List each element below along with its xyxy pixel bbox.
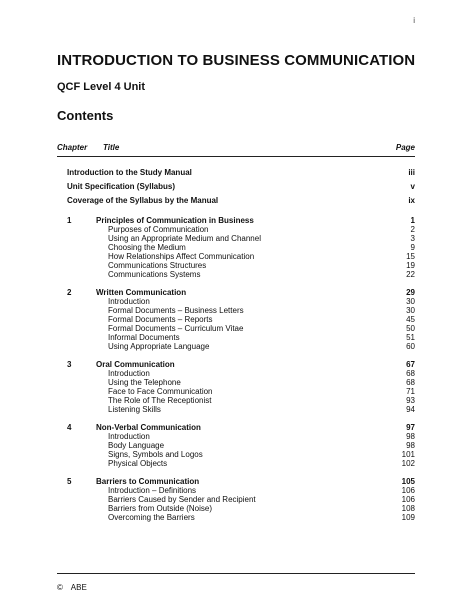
section-row[interactable] <box>57 378 415 387</box>
document-subtitle: QCF Level 4 Unit <box>57 81 146 93</box>
front-matter-item[interactable] <box>57 168 415 182</box>
section-row[interactable] <box>57 450 415 459</box>
section-title: Formal Documents – Curriculum Vitae <box>108 324 244 333</box>
chapter-title: Barriers to Communication <box>96 477 200 486</box>
chapter-heading-row[interactable] <box>57 288 415 297</box>
section-page: 106 <box>401 486 415 495</box>
contents-heading: Contents <box>57 108 114 123</box>
toc-header-divider <box>57 156 415 157</box>
section-title: Purposes of Communication <box>108 225 209 234</box>
chapter-number: 1 <box>67 216 72 225</box>
footer-divider <box>57 573 415 574</box>
section-title: Listening Skills <box>108 405 161 414</box>
section-page: 68 <box>406 378 415 387</box>
section-row[interactable] <box>57 234 415 243</box>
section-row[interactable] <box>57 486 415 495</box>
toc-header <box>57 143 415 154</box>
section-row[interactable] <box>57 297 415 306</box>
section-page: 22 <box>406 270 415 279</box>
section-title: Barriers Caused by Sender and Recipient <box>108 495 256 504</box>
chapter-title: Written Communication <box>96 288 187 297</box>
table-of-contents <box>57 143 415 522</box>
chapter-block <box>57 288 415 351</box>
section-row[interactable] <box>57 504 415 513</box>
section-page: 50 <box>406 324 415 333</box>
chapter-block <box>57 216 415 279</box>
front-matter-item[interactable] <box>57 196 415 210</box>
section-page: 51 <box>406 333 415 342</box>
page-number-roman: i <box>413 16 415 25</box>
section-page: 15 <box>406 252 415 261</box>
section-title: Physical Objects <box>108 459 168 468</box>
section-title: Signs, Symbols and Logos <box>108 450 203 459</box>
section-title: The Role of The Receptionist <box>108 396 212 405</box>
section-title: Communications Structures <box>108 261 207 270</box>
section-title: Formal Documents – Reports <box>108 315 213 324</box>
chapter-title: Non-Verbal Communication <box>96 423 201 432</box>
chapter-heading-row[interactable] <box>57 360 415 369</box>
section-page: 19 <box>406 261 415 270</box>
section-row[interactable] <box>57 243 415 252</box>
chapter-number: 5 <box>67 477 72 486</box>
section-row[interactable] <box>57 315 415 324</box>
section-title: Introduction <box>108 369 150 378</box>
section-title: Face to Face Communication <box>108 387 213 396</box>
section-page: 108 <box>401 504 415 513</box>
chapter-title: Principles of Communication in Business <box>96 216 254 225</box>
front-matter-list <box>57 168 415 210</box>
section-row[interactable] <box>57 270 415 279</box>
section-title: Body Language <box>108 441 165 450</box>
section-title: Informal Documents <box>108 333 180 342</box>
toc-header-title: Title <box>103 143 120 152</box>
section-page: 68 <box>406 369 415 378</box>
section-page: 45 <box>406 315 415 324</box>
copyright-icon: © <box>57 583 63 592</box>
chapter-heading-row[interactable] <box>57 216 415 225</box>
section-row[interactable] <box>57 261 415 270</box>
section-title: Using an Appropriate Medium and Channel <box>108 234 261 243</box>
document-title: INTRODUCTION TO BUSINESS COMMUNICATION <box>57 52 416 69</box>
section-title: Using the Telephone <box>108 378 181 387</box>
chapter-page: 105 <box>401 477 415 486</box>
front-matter-title: Coverage of the Syllabus by the Manual <box>67 196 219 205</box>
front-matter-item[interactable] <box>57 182 415 196</box>
section-row[interactable] <box>57 396 415 405</box>
chapter-page: 97 <box>406 423 415 432</box>
section-row[interactable] <box>57 324 415 333</box>
section-page: 2 <box>410 225 415 234</box>
section-page: 3 <box>410 234 415 243</box>
chapter-number: 4 <box>67 423 72 432</box>
chapter-page: 29 <box>406 288 415 297</box>
section-row[interactable] <box>57 333 415 342</box>
front-matter-page: iii <box>408 168 415 177</box>
front-matter-page: ix <box>408 196 415 205</box>
toc-header-page: Page <box>395 143 415 152</box>
section-page: 98 <box>406 441 415 450</box>
section-row[interactable] <box>57 252 415 261</box>
section-row[interactable] <box>57 459 415 468</box>
section-page: 98 <box>406 432 415 441</box>
chapter-number: 2 <box>67 288 72 297</box>
section-page: 9 <box>410 243 415 252</box>
section-page: 109 <box>401 513 415 522</box>
section-title: Formal Documents – Business Letters <box>108 306 244 315</box>
front-matter-title: Unit Specification (Syllabus) <box>67 182 176 191</box>
section-page: 101 <box>401 450 415 459</box>
section-page: 106 <box>401 495 415 504</box>
section-row[interactable] <box>57 342 415 351</box>
toc-header-chapter: Chapter <box>57 143 88 152</box>
page-footer <box>57 583 87 592</box>
section-page: 71 <box>406 387 415 396</box>
section-title: How Relationships Affect Communication <box>108 252 255 261</box>
chapter-block <box>57 360 415 414</box>
section-row[interactable] <box>57 405 415 414</box>
section-title: Choosing the Medium <box>108 243 186 252</box>
front-matter-title: Introduction to the Study Manual <box>67 168 192 177</box>
section-row[interactable] <box>57 432 415 441</box>
section-title: Using Appropriate Language <box>108 342 210 351</box>
section-row[interactable] <box>57 306 415 315</box>
section-page: 102 <box>401 459 415 468</box>
section-title: Introduction <box>108 432 150 441</box>
section-page: 60 <box>406 342 415 351</box>
section-title: Introduction – Definitions <box>108 486 197 495</box>
section-row[interactable] <box>57 495 415 504</box>
section-page: 30 <box>406 306 415 315</box>
publisher-name: ABE <box>70 583 87 592</box>
chapter-page: 1 <box>410 216 415 225</box>
section-row[interactable] <box>57 513 415 522</box>
section-page: 94 <box>406 405 415 414</box>
section-title: Introduction <box>108 297 150 306</box>
chapter-number: 3 <box>67 360 72 369</box>
chapter-block <box>57 423 415 468</box>
section-row[interactable] <box>57 441 415 450</box>
section-row[interactable] <box>57 387 415 396</box>
section-title: Overcoming the Barriers <box>108 513 195 522</box>
chapter-heading-row[interactable] <box>57 423 415 432</box>
section-page: 30 <box>406 297 415 306</box>
chapter-page: 67 <box>406 360 415 369</box>
section-row[interactable] <box>57 225 415 234</box>
section-row[interactable] <box>57 369 415 378</box>
front-matter-page: v <box>410 182 415 191</box>
chapter-block <box>57 477 415 522</box>
section-title: Barriers from Outside (Noise) <box>108 504 213 513</box>
section-title: Communications Systems <box>108 270 201 279</box>
section-page: 93 <box>406 396 415 405</box>
chapter-title: Oral Communication <box>96 360 175 369</box>
chapter-heading-row[interactable] <box>57 477 415 486</box>
